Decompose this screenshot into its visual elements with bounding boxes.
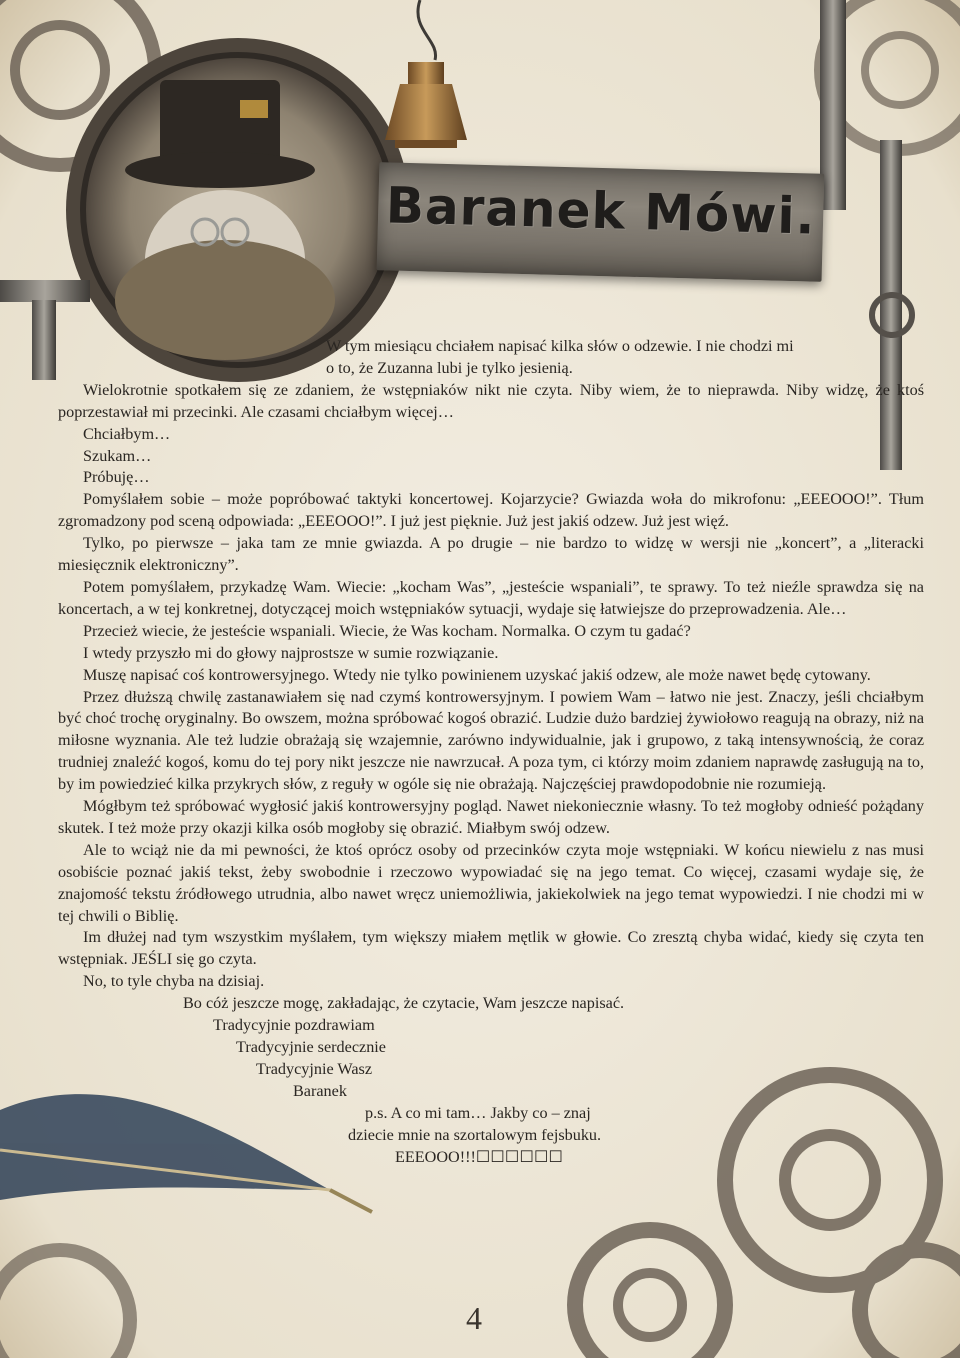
page-title: Baranek Mówi. [385, 176, 817, 246]
closing-line: p.s. A co mi tam… Jakby co – znaj [365, 1103, 591, 1122]
closing-line: Tradycyjnie serdecznie [236, 1038, 386, 1056]
closing-line: Bo cóż jeszcze mogę, zakładając, że czytacie, Wam jeszcze napisać. [183, 994, 625, 1013]
article-paragraph: o to, że Zuzanna lubi je tylko jesienią. [326, 358, 573, 377]
article-paragraph: Szukam… [83, 446, 152, 465]
article-paragraph: Mógłbym też spróbować wygłosić jakiś kontrowersyjny pogląd. Nawet niekoniecznie własny. To też mogłoby odnieść pożądany skutek. I też może przy okazji kilka osób mogłoby się obrazić. Miałbym swój odzew. [58, 797, 924, 837]
article-paragraph: Tylko, po pierwsze – jaka tam ze mnie gwiazda. A po drugie – nie bardzo to widzę w wersji nie „koncert”, a „literacki miesięcznik elektroniczny”. [58, 534, 924, 575]
article-paragraph: Chciałbym… [83, 424, 171, 443]
closing-line: Tradycyjnie Wasz [256, 1059, 373, 1078]
closing-line: Tradycyjnie pozdrawiam [213, 1016, 375, 1035]
article-paragraph: Wielokrotnie spotkałem się ze zdaniem, że wstępniaków nikt nie czyta. Niby wiem, że to nieprawda. Niby widzę, że ktoś poprzestawiał mi przecinki. Ale czasami chciałbym więcej… [58, 380, 924, 421]
article-body [58, 336, 924, 1168]
article-paragraph: Przez dłuższą chwilę zastanawiałem się nad czymś kontrowersyjnym. I powiem Wam – łatwo nie jest. Znaczy, jeśli chciałbym być choć trochę oryginalny. Bo owszem, można spróbować kogoś obrazić. Ludzie dużo bardziej żywiołowo reagują na obrazy, niż na miłosne wyznania. Ale też ludzie obrażają się wzajemnie, zarówno indywidualnie, jak i grupowo, z taką intensywnością, że coraz trudniej znaleźć kogoś, komu do tej pory nikt jeszcze nie nawrzucał. A poza tym, ci którzy moim zdaniem naprawdę zasługują na to, by im powiedzieć kilka przykrych słów, z reguły w ogóle się nie obrażają. Najczęściej prawdopodobnie nie rozumieją. [58, 687, 924, 794]
article-paragraph: Im dłużej nad tym wszystkim myślałem, tym większy miałem mętlik w głowie. Co zresztą chyba widać, kiedy się czyta ten wstępniak. JEŚLI się go czyta. [58, 928, 924, 969]
title-plank [377, 162, 825, 282]
article-paragraph: Przecież wiecie, że jesteście wspaniali. Wiecie, że Was kocham. Normalka. O czym tu gadać? [83, 621, 691, 640]
article-paragraph: Pomyślałem sobie – może popróbować taktyki koncertowej. Kojarzycie? Gwiazda woła do mikrofonu: „EEEOOO!”. Tłum zgromadzony pod sceną odpowiada: „EEEOOO!”. I już jest pięknie. Już jest jakiś odzew. Już jest więź. [58, 490, 924, 531]
article-paragraph: Próbuję… [83, 468, 150, 487]
article-paragraph: Ale to wciąż nie da mi pewności, że ktoś oprócz osoby od przecinków czyta moje wstępniaki. W końcu niewielu z nas musi osobiście poznać jakiś tekst, żeby swobodnie i rzeczowo wypowiadać się na jego temat. Co więcej, czasami wydaje się, że znajomość tekstu źródłowego utrudnia, albo nawet wręcz uniemożliwia, jakiekolwiek na jego temat wypowiedzi. I nie chodzi mi w tej chwili o Biblię. [58, 840, 924, 925]
page-number: 4 [466, 1300, 482, 1336]
closing-line: dziecie mnie na szortalowym fejsbuku. [348, 1125, 602, 1144]
closing-line: EEEOOO!!!☐☐☐☐☐☐ [395, 1147, 563, 1166]
article-paragraph: No, to tyle chyba na dzisiaj. [83, 972, 265, 991]
article-paragraph: Muszę napisać coś kontrowersyjnego. Wtedy nie tylko powinienem uzyskać jakiś odzew, ale może nawet będę cytowany. [83, 665, 871, 684]
closing-line: Baranek [293, 1081, 347, 1100]
article-paragraph: I wtedy przyszło mi do głowy najprostsze w sumie rozwiązanie. [83, 643, 499, 662]
article-paragraph: Potem pomyślałem, przykadzę Wam. Wiecie: „kocham Was”, „jesteście wspaniali”, te sprawy. To też nieźle sprawdza się na koncertach, a w tej konkretnej, dotyczącej moich wstępniaków sytuacji, wydaje się łatwiejsze do przeprowadzenia. Ale… [58, 577, 924, 618]
article-paragraph: W tym miesiącu chciałem napisać kilka słów o odzewie. I nie chodzi mi [326, 337, 794, 355]
